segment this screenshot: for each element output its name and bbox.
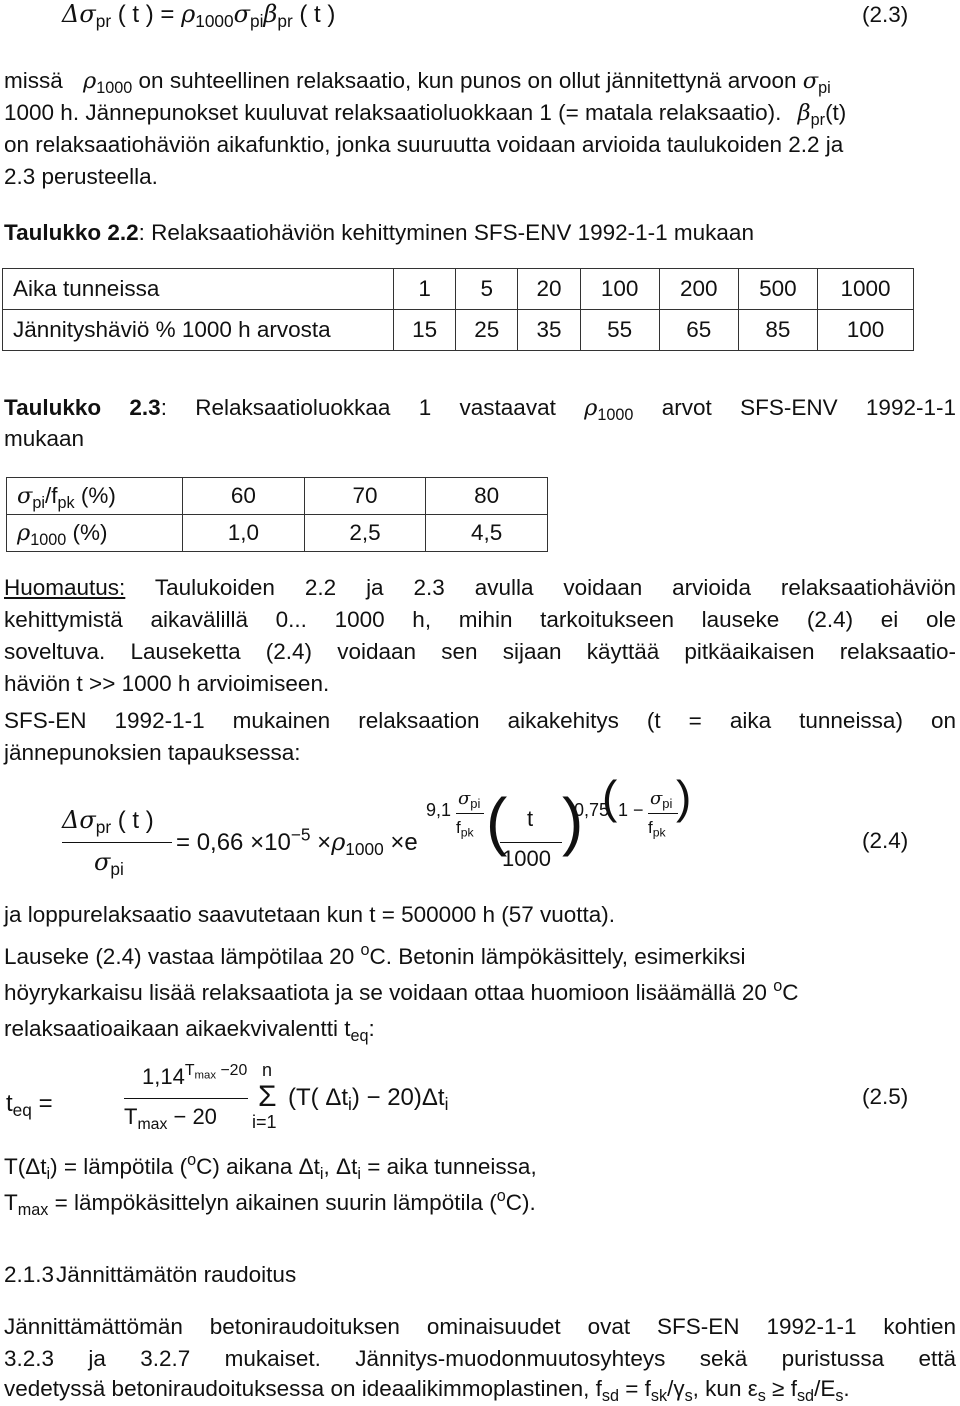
definition-line-2: $T_{max}$ = lämpökäsittelyn aikainen suurin lämpötila ($^o$C). [4, 1187, 536, 1219]
paragraph-3-line-2: Lauseke (2.4) vastaa lämpötilaa 20 $^o$C. Betonin lämpökäsittely, esimerkiksi [4, 941, 746, 969]
table-row [3, 310, 914, 351]
paragraph-3-line-1: ja loppurelaksaatio saavutetaan kun t = 500000 h (57 vuotta). [4, 902, 616, 927]
delta-sigma: Δσ [62, 0, 96, 28]
row-label: Aika tunneissa [3, 269, 394, 310]
row-label: $\sigma_{pi}/f_{pk}$ (%) [7, 478, 183, 515]
section-heading: 2.1.3Jännittämätön raudoitus [4, 1262, 297, 1287]
table-cell: 80 [426, 478, 548, 515]
table-2-3 [6, 477, 548, 552]
table-row [3, 269, 914, 310]
note-line-4: häviön t >> 1000 h arvioimiseen. [4, 671, 330, 696]
row-label: Jännityshäviö % 1000 h arvosta [3, 310, 394, 351]
table-cell: 500 [738, 269, 817, 310]
table-2-2 [2, 268, 914, 351]
note-line-2: kehittymistä aikavälillä 0... 1000 h, mihin tarkoitukseen lauseke (2.4) ei ole [4, 607, 956, 632]
table-cell: 70 [304, 478, 426, 515]
table-cell: 1000 [817, 269, 913, 310]
table-cell: 100 [817, 310, 913, 351]
paragraph-4-line-3: vedetyssä betoniraudoituksessa on ideaalikimmoplastinen, $f_{sd} = f_{sk}/\gamma_s$, kun $\varepsilon_s \ge f_{sd}/E_s$. [4, 1376, 850, 1405]
note-line-1: Huomautus: Taulukoiden 2.2 ja 2.3 avulla voidaan arvioida relaksaatiohäviön [4, 575, 956, 600]
paragraph-3-line-4: relaksaatioaikaan aikaekvivalentti $t_{eq}$: [4, 1016, 375, 1045]
table-cell: 55 [580, 310, 659, 351]
table-cell: 100 [580, 269, 659, 310]
table-cell: 2,5 [304, 515, 426, 552]
paragraph-2-line-1: SFS-EN 1992-1-1 mukainen relaksaation aikakehitys (t = aika tunneissa) on [4, 708, 956, 733]
table-cell: 4,5 [426, 515, 548, 552]
table-cell: 35 [518, 310, 580, 351]
table-cell: 5 [456, 269, 518, 310]
table-2-3-caption-line-2: mukaan [4, 426, 85, 451]
table-cell: 200 [659, 269, 738, 310]
table-cell: 1,0 [183, 515, 305, 552]
row-label: $\rho_{1000}$ (%) [7, 515, 183, 552]
table-row [7, 478, 548, 515]
note-line-3: soveltuva. Lauseketta (2.4) voidaan sen sijaan käyttää pitkäaikaisen relaksaatio- [4, 639, 956, 664]
table-cell: 85 [738, 310, 817, 351]
paragraph-4-line-1: Jännittämättömän betoniraudoituksen ominaisuudet ovat SFS-EN 1992-1-1 kohtien [4, 1314, 956, 1339]
paragraph-1-line-2: 1000 h. Jännepunokset kuuluvat relaksaatioluokkaan 1 (= matala relaksaatio). $\beta_{pr}(t)$ [4, 100, 847, 129]
table-cell: 25 [456, 310, 518, 351]
equation-number-2-3: (2.3) [862, 2, 909, 27]
table-2-3-caption-line-1: Taulukko 2.3: Relaksaatioluokkaa 1 vastaavat $\rho_{1000}$ arvot SFS-ENV 1992-1-1 [4, 395, 956, 424]
paragraph-1-line-3: on relaksaatiohäviön aikafunktio, jonka suuruutta voidaan arvioida taulukoiden 2.2 ja [4, 132, 844, 157]
table-2-2-caption: Taulukko 2.2: Relaksaatiohäviön kehittyminen SFS-ENV 1992-1-1 mukaan [4, 220, 754, 245]
table-cell: 60 [183, 478, 305, 515]
paragraph-4-line-2: 3.2.3 ja 3.2.7 mukaiset. Jännitys-muodonmuutosyhteys sekä puristussa että [4, 1346, 956, 1371]
equation-number-2-4: (2.4) [862, 828, 909, 853]
definition-line-1: $T(\Delta t_i)$ = lämpötila ($^o$C) aikana $\Delta t_i$, $\Delta t_i$ = aika tunneissa, [4, 1151, 537, 1183]
equation-2-3: $\Delta\sigma_{pr}$ ( t ) = $\rho_{1000}\sigma_{pi}\beta_{pr}$ ( t ) [62, 0, 336, 32]
equation-number-2-5: (2.5) [862, 1084, 909, 1109]
paragraph-1-line-1: missä $\rho_{1000}$ on suhteellinen relaksaatio, kun punos on ollut jännitettynä arvoon $\sigma_{pi}$ [4, 68, 831, 97]
table-cell: 1 [394, 269, 456, 310]
table-cell: 15 [394, 310, 456, 351]
paragraph-2-line-2: jännepunoksien tapauksessa: [4, 740, 301, 765]
paragraph-1-line-4: 2.3 perusteella. [4, 164, 158, 189]
table-cell: 65 [659, 310, 738, 351]
table-cell: 20 [518, 269, 580, 310]
table-row [7, 515, 548, 552]
paragraph-3-line-3: höyrykarkaisu lisää relaksaatiota ja se voidaan ottaa huomioon lisäämällä 20 $^o$C [4, 977, 799, 1005]
